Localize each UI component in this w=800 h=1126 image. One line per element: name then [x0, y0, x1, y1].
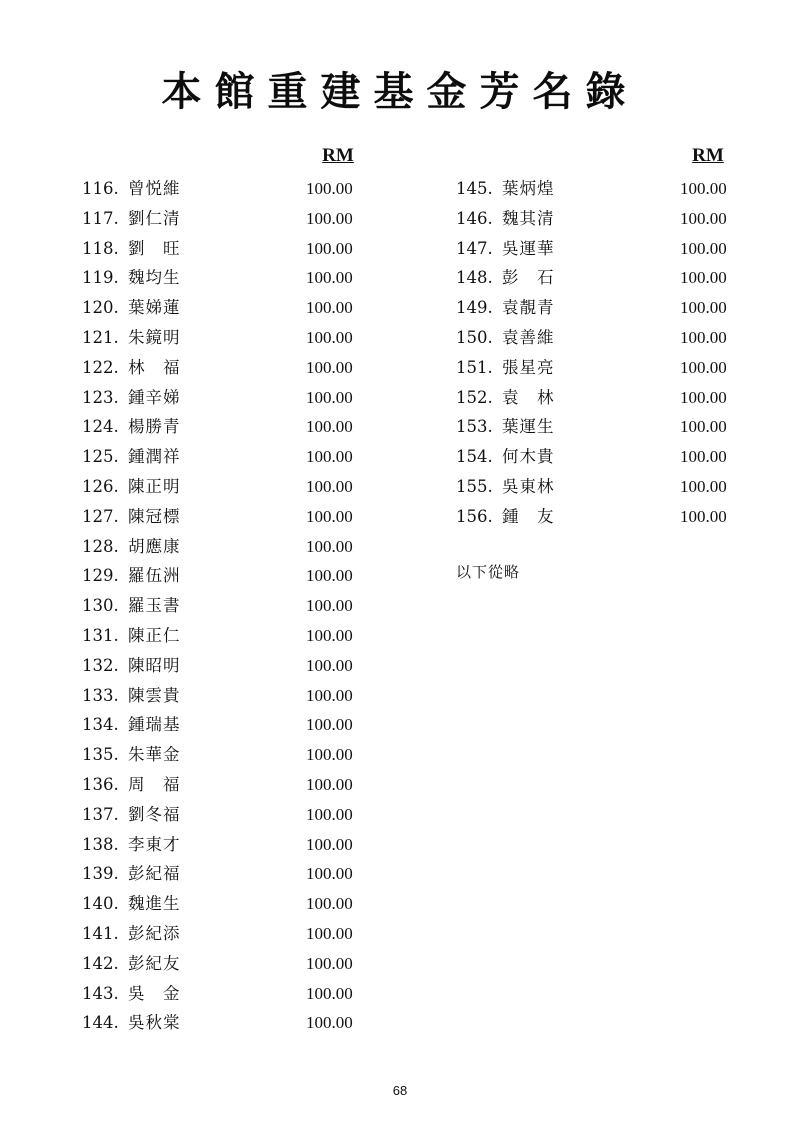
- donor-amount: 100.00: [306, 1013, 353, 1033]
- donor-number: 116.: [82, 179, 119, 198]
- donor-name: 袁善維: [502, 327, 555, 347]
- donor-number: 118.: [82, 238, 119, 258]
- donor-row: [82, 651, 382, 681]
- donor-name: 吳運華: [502, 238, 555, 258]
- donor-row: [82, 591, 382, 621]
- donor-name: 鍾潤祥: [128, 447, 181, 467]
- donor-number: 154.: [456, 447, 493, 467]
- donor-name: 魏均生: [128, 268, 181, 288]
- donor-row: [82, 293, 382, 323]
- donor-name: 林 福: [128, 357, 181, 377]
- donor-amount: 100.00: [680, 357, 727, 377]
- donor-amount: 100.00: [306, 179, 353, 198]
- donor-number: 132.: [82, 655, 119, 675]
- donor-row: [456, 502, 756, 532]
- donor-number: 128.: [82, 536, 119, 556]
- donor-name: 曾悦維: [128, 179, 181, 198]
- donor-amount: 100.00: [306, 208, 353, 228]
- donor-row: [82, 472, 382, 502]
- donor-amount: 100.00: [306, 953, 353, 973]
- donor-amount: 100.00: [306, 476, 353, 496]
- donor-number: 138.: [82, 834, 119, 854]
- donor-row: [82, 174, 382, 204]
- donor-row: [82, 681, 382, 711]
- donor-row: [456, 353, 756, 383]
- donor-name: 鍾辛娣: [128, 387, 181, 407]
- donor-name: 羅伍洲: [128, 566, 181, 586]
- donor-number: 131.: [82, 625, 119, 645]
- donor-number: 125.: [82, 447, 119, 467]
- donor-name: 劉 旺: [128, 238, 181, 258]
- donor-row: [82, 442, 382, 472]
- donor-amount: 100.00: [306, 417, 353, 437]
- donor-row: [456, 263, 756, 293]
- donor-name: 吳秋棠: [128, 1013, 181, 1033]
- donor-number: 139.: [82, 864, 119, 884]
- donor-amount: 100.00: [680, 268, 727, 288]
- donor-row: [456, 204, 756, 234]
- donor-name: 何木貴: [502, 447, 555, 467]
- donor-amount: 100.00: [306, 685, 353, 705]
- donor-amount: 100.00: [680, 476, 727, 496]
- donor-amount: 100.00: [680, 447, 727, 467]
- donor-number: 156.: [456, 506, 493, 526]
- donor-number: 119.: [82, 268, 119, 288]
- donor-number: 146.: [456, 208, 493, 228]
- donor-amount: 100.00: [680, 298, 727, 318]
- donor-amount: 100.00: [306, 894, 353, 914]
- donor-amount: 100.00: [680, 327, 727, 347]
- donor-amount: 100.00: [306, 387, 353, 407]
- donor-name: 葉運生: [502, 417, 555, 437]
- donor-number: 136.: [82, 774, 119, 794]
- page-title: 本館重建基金芳名錄: [161, 69, 639, 115]
- donor-amount: 100.00: [306, 715, 353, 735]
- donor-number: 124.: [82, 417, 119, 437]
- donor-number: 153.: [456, 417, 493, 437]
- donor-row: [82, 859, 382, 889]
- donor-name: 陳雲貴: [128, 685, 181, 705]
- donor-number: 155.: [456, 476, 493, 496]
- donor-row: [82, 621, 382, 651]
- donor-row: [82, 383, 382, 413]
- donor-amount: 100.00: [306, 804, 353, 824]
- donor-number: 142.: [82, 953, 119, 973]
- donor-name: 彭紀友: [128, 953, 181, 973]
- donor-number: 140.: [82, 894, 119, 914]
- donor-name: 李東才: [128, 834, 181, 854]
- donor-row: [456, 174, 756, 204]
- donor-name: 彭紀添: [128, 923, 181, 943]
- donor-row: [82, 561, 382, 591]
- currency-header: RM: [692, 145, 724, 166]
- donor-number: 143.: [82, 983, 119, 1003]
- donor-amount: 100.00: [306, 298, 353, 318]
- donor-number: 145.: [456, 179, 493, 198]
- donor-name: 魏進生: [128, 894, 181, 914]
- donor-amount: 100.00: [306, 625, 353, 645]
- donor-row: [82, 889, 382, 919]
- page-number: 68: [392, 1083, 408, 1098]
- donor-name: 彭紀福: [128, 864, 181, 884]
- donor-number: 127.: [82, 506, 119, 526]
- donor-amount: 100.00: [306, 983, 353, 1003]
- donor-amount: 100.00: [306, 596, 353, 616]
- donor-number: 149.: [456, 298, 493, 318]
- donor-amount: 100.00: [306, 357, 353, 377]
- donor-amount: 100.00: [306, 566, 353, 586]
- donor-number: 129.: [82, 566, 119, 586]
- currency-header: RM: [322, 145, 354, 166]
- donor-amount: 100.00: [306, 447, 353, 467]
- donor-row: [456, 323, 756, 353]
- donor-name: 葉炳煌: [502, 179, 555, 198]
- donor-amount: 100.00: [680, 417, 727, 437]
- donor-amount: 100.00: [306, 923, 353, 943]
- donor-row: [456, 234, 756, 264]
- donor-number: 134.: [82, 715, 119, 735]
- donor-row: [82, 532, 382, 562]
- donor-name: 陳正仁: [128, 625, 181, 645]
- donor-name: 周 福: [128, 774, 181, 794]
- donor-amount: 100.00: [680, 506, 727, 526]
- donor-row: [82, 353, 382, 383]
- donor-row: [82, 234, 382, 264]
- donor-name: 朱鏡明: [128, 327, 181, 347]
- donor-name: 劉冬福: [128, 804, 181, 824]
- donor-name: 吳 金: [128, 983, 181, 1003]
- donor-row: [82, 710, 382, 740]
- donor-name: 陳昭明: [128, 655, 181, 675]
- donor-amount: 100.00: [306, 238, 353, 258]
- donor-row: [82, 502, 382, 532]
- donor-name: 鍾瑞基: [128, 715, 181, 735]
- omission-note: 以下從略: [456, 563, 521, 581]
- donor-name: 袁靚青: [502, 298, 555, 318]
- donor-name: 彭 石: [502, 268, 555, 288]
- donor-number: 137.: [82, 804, 119, 824]
- donor-amount: 100.00: [680, 238, 727, 258]
- donor-row: [82, 800, 382, 830]
- donor-row: [82, 770, 382, 800]
- donor-number: 120.: [82, 298, 119, 318]
- donor-row: [82, 412, 382, 442]
- donor-name: 袁 林: [502, 387, 555, 407]
- donor-number: 133.: [82, 685, 119, 705]
- donor-number: 123.: [82, 387, 119, 407]
- donor-amount: 100.00: [680, 387, 727, 407]
- donor-name: 朱華金: [128, 745, 181, 765]
- donor-name: 吳東林: [502, 476, 555, 496]
- donor-name: 羅玉書: [128, 596, 181, 616]
- donor-row: [456, 442, 756, 472]
- donor-row: [82, 740, 382, 770]
- donor-row: [82, 830, 382, 860]
- donor-row: [456, 472, 756, 502]
- donor-number: 152.: [456, 387, 493, 407]
- donor-number: 122.: [82, 357, 119, 377]
- donor-name: 鍾 友: [502, 506, 555, 526]
- donor-amount: 100.00: [306, 864, 353, 884]
- donor-row: [82, 919, 382, 949]
- donor-row: [82, 323, 382, 353]
- donor-row: [82, 1008, 382, 1038]
- donor-number: 147.: [456, 238, 493, 258]
- donor-amount: 100.00: [306, 506, 353, 526]
- donor-row: [82, 204, 382, 234]
- donor-number: 130.: [82, 596, 119, 616]
- donor-amount: 100.00: [306, 834, 353, 854]
- donor-list-left: [82, 174, 382, 1038]
- donor-number: 141.: [82, 923, 119, 943]
- donor-row: [456, 412, 756, 442]
- donor-row: [456, 293, 756, 323]
- donor-amount: 100.00: [306, 327, 353, 347]
- donor-name: 劉仁清: [128, 208, 181, 228]
- donor-number: 144.: [82, 1013, 119, 1033]
- donor-name: 陳正明: [128, 476, 181, 496]
- donor-number: 150.: [456, 327, 493, 347]
- donor-name: 葉娣蓮: [128, 298, 181, 318]
- donor-list-right: [456, 174, 756, 532]
- donor-number: 135.: [82, 745, 119, 765]
- donor-row: [82, 263, 382, 293]
- donor-amount: 100.00: [306, 655, 353, 675]
- donor-amount: 100.00: [306, 536, 353, 556]
- donor-name: 魏其清: [502, 208, 555, 228]
- donor-amount: 100.00: [680, 208, 727, 228]
- donor-row: [456, 383, 756, 413]
- donor-number: 148.: [456, 268, 493, 288]
- donor-name: 陳冠標: [128, 506, 181, 526]
- donor-row: [82, 979, 382, 1009]
- donor-number: 121.: [82, 327, 119, 347]
- donor-row: [82, 949, 382, 979]
- donor-number: 126.: [82, 476, 119, 496]
- donor-number: 151.: [456, 357, 493, 377]
- donor-amount: 100.00: [306, 745, 353, 765]
- donor-amount: 100.00: [680, 179, 727, 198]
- donor-name: 楊勝青: [128, 417, 181, 437]
- donor-name: 胡應康: [128, 536, 181, 556]
- donor-number: 117.: [82, 208, 119, 228]
- donor-amount: 100.00: [306, 774, 353, 794]
- donor-amount: 100.00: [306, 268, 353, 288]
- donor-name: 張星亮: [502, 357, 555, 377]
